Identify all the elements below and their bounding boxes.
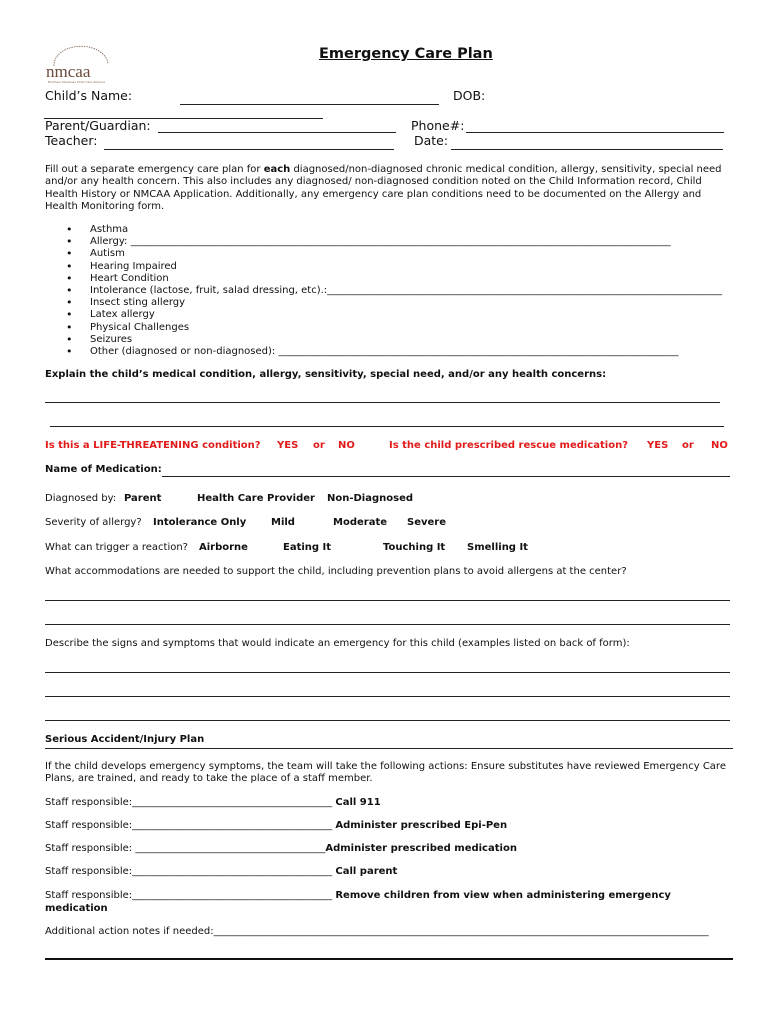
severity-option[interactable]: Moderate [333, 517, 388, 528]
symptoms-line-2[interactable] [45, 682, 730, 697]
staff-row[interactable]: Staff responsible:________________________________________ Administer prescribed Epi-Pen [45, 820, 508, 831]
page-title: Emergency Care Plan [319, 46, 493, 62]
trigger-label: What can trigger a reaction? [45, 542, 188, 553]
explain-line-1[interactable] [45, 388, 720, 403]
life-threatening-or: or [313, 440, 325, 451]
condition-item[interactable]: • Intolerance (lactose, fruit, salad dressing, etc).:_______________________________________________________________________________ [64, 285, 722, 297]
staff-row[interactable]: Staff responsible:________________________________________ Call parent [45, 866, 398, 877]
staff-row[interactable]: Staff responsible:________________________________________ Call 911 [45, 797, 381, 808]
condition-item[interactable]: • Asthma [64, 224, 722, 236]
severity-option[interactable]: Mild [271, 517, 295, 528]
staff-row[interactable]: Staff responsible: ______________________________________Administer prescribed medication [45, 843, 517, 854]
condition-item[interactable]: • Allergy: ____________________________________________________________________________________________________________ [64, 236, 722, 248]
explain-label: Explain the child’s medical condition, allergy, sensitivity, special need, and/or any health concerns: [45, 369, 607, 380]
condition-item[interactable]: • Autism [64, 248, 722, 260]
intro-paragraph: Fill out a separate emergency care plan for each diagnosed/non-diagnosed chronic medical condition, allergy, sensitivity, special need and/or any health concern. This also includes any diagnosed/ non-diagnosed condition noted on the Child Information record, Child Health History or NMCAA Application. Additionally, any emergency care plan conditions need to be documented on the Allergy and Health Monitoring form. [45, 164, 722, 212]
accommodations-label: What accommodations are needed to support the child, including prevention plans to avoid allergens at the center? [45, 566, 627, 577]
explain-line-2[interactable] [50, 412, 724, 427]
condition-item[interactable]: • Insect sting allergy [64, 297, 722, 309]
rescue-no[interactable]: NO [711, 440, 728, 451]
serious-plan-text: If the child develops emergency symptoms, the team will take the following actions: Ensure substitutes have reviewed Emergency Care Plans, are trained, and ready to take the place of a staff member. [45, 761, 726, 785]
symptoms-line-1[interactable] [45, 658, 730, 673]
accommodations-line-2[interactable] [45, 610, 730, 625]
rescue-yes[interactable]: YES [647, 440, 669, 451]
teacher-label: Teacher: [45, 133, 98, 148]
svg-text:nmcaa: nmcaa [46, 62, 91, 81]
diagnosed-option[interactable]: Health Care Provider [197, 493, 315, 504]
condition-item[interactable]: • Heart Condition [64, 273, 722, 285]
life-threatening-no[interactable]: NO [338, 440, 355, 451]
dob-label: DOB: [453, 88, 486, 103]
phone-label: Phone#: [411, 118, 465, 133]
staff-row[interactable]: Staff responsible:________________________________________ Remove children from view when administering emergency [45, 890, 671, 901]
bottom-rule [45, 958, 733, 960]
teacher-field[interactable] [104, 133, 394, 150]
date-field[interactable] [451, 133, 723, 150]
diagnosed-option[interactable]: Parent [124, 493, 162, 504]
diagnosed-option[interactable]: Non-Diagnosed [327, 493, 414, 504]
medication-label: Name of Medication: [45, 464, 162, 475]
medication-field[interactable] [162, 463, 730, 477]
trigger-option[interactable]: Touching It [383, 542, 446, 553]
date-label: Date: [414, 133, 449, 148]
child-name-label: Child’s Name: [45, 88, 133, 103]
condition-item[interactable]: • Other (diagnosed or non-diagnosed): ________________________________________________________________________________ [64, 346, 722, 358]
serious-plan-heading: Serious Accident/Injury Plan [45, 734, 205, 745]
life-threatening-yes[interactable]: YES [277, 440, 299, 451]
severity-option[interactable]: Intolerance Only [153, 517, 247, 528]
conditions-list [64, 224, 722, 358]
trigger-option[interactable]: Eating It [283, 542, 332, 553]
condition-item[interactable]: • Seizures [64, 334, 722, 346]
life-threatening-question: Is this a LIFE-THREATENING condition? [45, 440, 261, 451]
rescue-medication-question: Is the child prescribed rescue medication? [389, 440, 628, 451]
parent-label: Parent/Guardian: [45, 118, 151, 133]
trigger-option[interactable]: Smelling It [467, 542, 528, 553]
additional-notes[interactable]: Additional action notes if needed:___________________________________________________________________________________________________ [45, 926, 709, 937]
accommodations-line-1[interactable] [45, 586, 730, 601]
nmcaa-logo [42, 44, 116, 84]
phone-field[interactable] [466, 116, 724, 133]
severity-option[interactable]: Severe [407, 517, 446, 528]
condition-item[interactable]: • Hearing Impaired [64, 261, 722, 273]
condition-item[interactable]: • Physical Challenges [64, 322, 722, 334]
diagnosed-by-label: Diagnosed by: [45, 493, 117, 504]
severity-label: Severity of allergy? [45, 517, 142, 528]
symptoms-line-3[interactable] [45, 706, 730, 721]
staff-row-wrap: medication [45, 903, 108, 914]
condition-item[interactable]: • Latex allergy [64, 309, 722, 321]
trigger-option[interactable]: Airborne [199, 542, 248, 553]
section-divider [45, 748, 733, 749]
parent-field[interactable] [158, 116, 396, 133]
svg-text:Northern Marianas Child Care A: Northern Marianas Child Care Alliance [48, 80, 106, 84]
rescue-or: or [682, 440, 694, 451]
symptoms-label: Describe the signs and symptoms that would indicate an emergency for this child (examples listed on back of form): [45, 638, 630, 649]
